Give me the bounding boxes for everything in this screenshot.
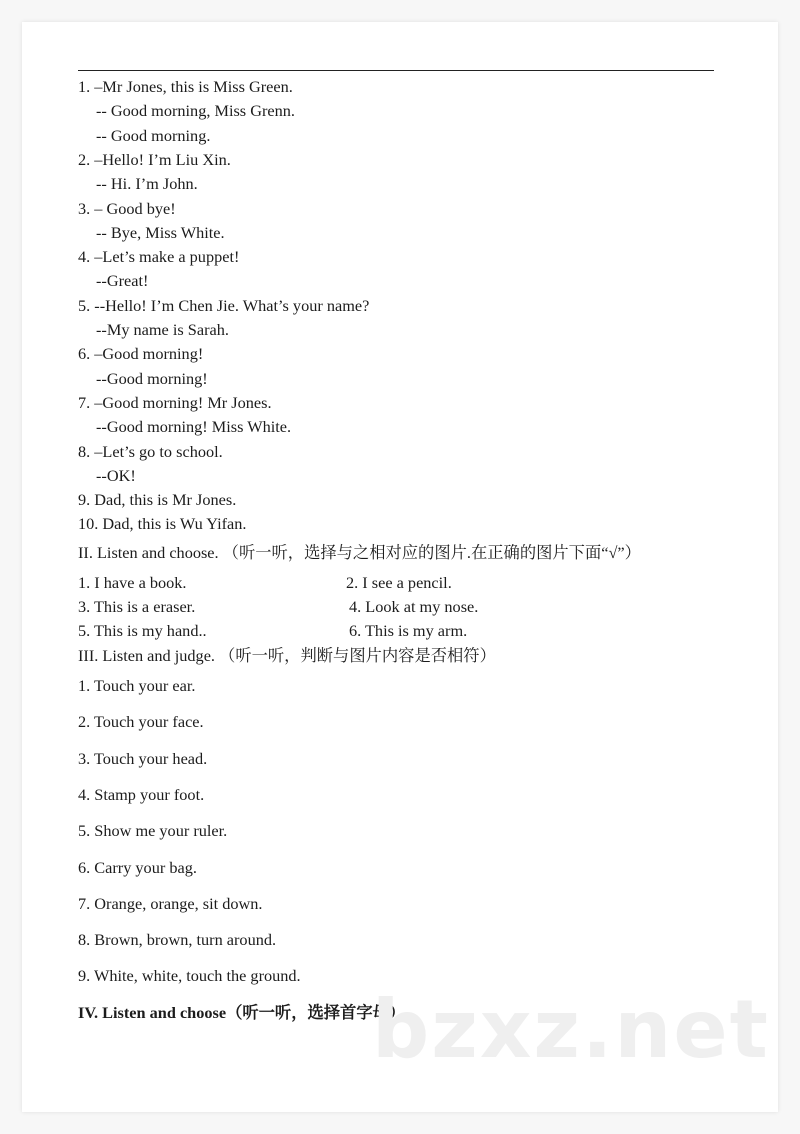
dialogue-line: 9. Dad, this is Mr Jones.: [78, 490, 237, 510]
dialogue-line: 3. – Good bye!: [78, 198, 176, 218]
dialogue-line: -- Good morning, Miss Grenn.: [96, 101, 295, 121]
dialogue-line: -- Bye, Miss White.: [96, 222, 225, 242]
dialogue-line: --My name is Sarah.: [96, 320, 229, 339]
judge-item: 8. Brown, brown, turn around.: [78, 930, 277, 950]
dialogue-line: 7. –Good morning! Mr Jones.: [78, 392, 272, 412]
dialogue-line: 1. –Mr Jones, this is Miss Green.: [78, 77, 293, 96]
watermark: bzxz.net: [372, 983, 770, 1076]
dialogue-line: -- Hi. I’m John.: [96, 174, 198, 194]
section-3-heading: III. Listen and judge. （听一听，判断与图片内容是否相符）: [78, 646, 496, 665]
choose-item: 4. Look at my nose.: [349, 597, 479, 617]
judge-item: 9. White, white, touch the ground.: [78, 966, 301, 986]
judge-item: 5. Show me your ruler.: [78, 821, 228, 841]
judge-item: 6. Carry your bag.: [78, 857, 197, 877]
choose-row: [78, 620, 468, 642]
choose-row: [78, 572, 452, 594]
judge-item: 1. Touch your ear.: [78, 676, 196, 695]
dialogue-line: 4. –Let’s make a puppet!: [78, 247, 240, 267]
section-4-heading: IV. Listen and choose（听一听，选择首字母）: [78, 1003, 406, 1022]
dialogue-line: 8. –Let’s go to school.: [78, 441, 223, 461]
dialogue-line: -- Good morning.: [96, 125, 211, 145]
choose-item: 6. This is my arm.: [349, 621, 468, 641]
dialogue-line: 2. –Hello! I’m Liu Xin.: [78, 149, 231, 169]
judge-item: 2. Touch your face.: [78, 712, 204, 732]
choose-item: 5. This is my hand..: [78, 621, 207, 641]
dialogue-line: 10. Dad, this is Wu Yifan.: [78, 514, 247, 534]
dialogue-line: 5. --Hello! I’m Chen Jie. What’s your name?: [78, 295, 370, 315]
dialogue-line: --Good morning!: [96, 368, 208, 388]
dialogue-line: --Good morning! Miss White.: [96, 417, 292, 437]
judge-item: 4. Stamp your foot.: [78, 784, 205, 804]
choose-item: 2. I see a pencil.: [346, 573, 452, 592]
choose-item: 3. This is a eraser.: [78, 597, 196, 617]
dialogue-line: --OK!: [96, 465, 136, 485]
choose-item: 1. I have a book.: [78, 573, 187, 592]
section-2-heading: II. Listen and choose. （听一听，选择与之相对应的图片.在正确的图片下面“√”）: [78, 543, 641, 562]
dialogue-line: --Great!: [96, 271, 149, 291]
judge-item: 7. Orange, orange, sit down.: [78, 893, 263, 913]
choose-row: [78, 596, 479, 618]
judge-item: 3. Touch your head.: [78, 748, 208, 768]
dialogue-line: 6. –Good morning!: [78, 344, 204, 364]
